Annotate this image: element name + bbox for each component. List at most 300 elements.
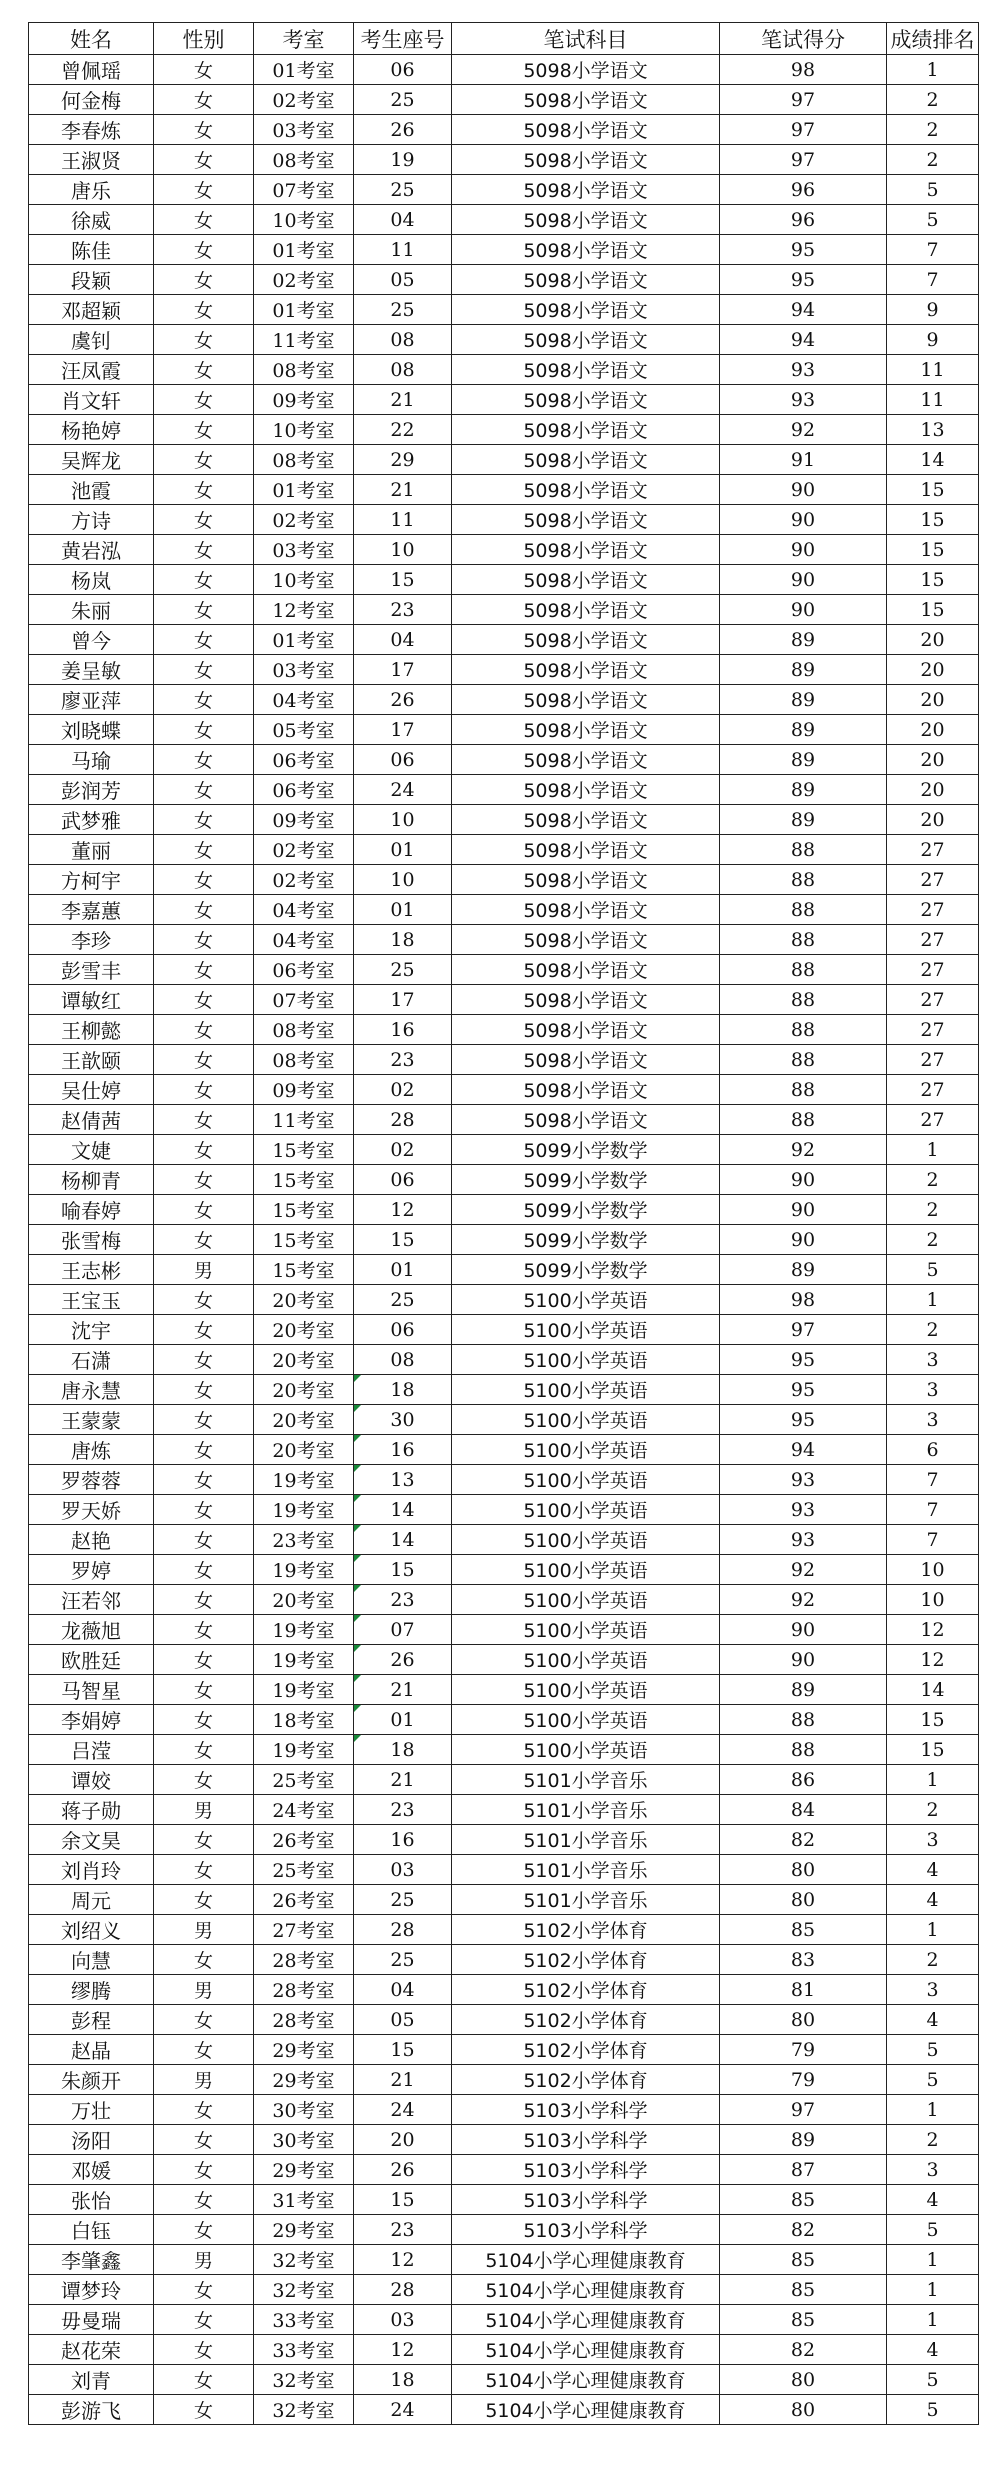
score-cell: 80 bbox=[720, 2365, 887, 2395]
table-row bbox=[29, 2125, 979, 2155]
rank-cell: 1 bbox=[887, 1915, 979, 1945]
seat-cell: 13 bbox=[354, 1465, 452, 1495]
table-row bbox=[29, 625, 979, 655]
rank-cell: 4 bbox=[887, 2005, 979, 2035]
subject-cell: 5101小学音乐 bbox=[452, 1765, 720, 1795]
name-cell: 刘绍义 bbox=[29, 1915, 154, 1945]
seat-cell: 18 bbox=[354, 1735, 452, 1765]
sex-cell: 女 bbox=[154, 1465, 254, 1495]
room-cell: 02考室 bbox=[254, 865, 354, 895]
rank-cell: 20 bbox=[887, 715, 979, 745]
name-cell: 唐炼 bbox=[29, 1435, 154, 1465]
score-cell: 93 bbox=[720, 1465, 887, 1495]
sex-cell: 女 bbox=[154, 1075, 254, 1105]
name-cell: 吴仕婷 bbox=[29, 1075, 154, 1105]
seat-cell: 14 bbox=[354, 1525, 452, 1555]
seat-cell: 29 bbox=[354, 445, 452, 475]
subject-cell: 5098小学语文 bbox=[452, 175, 720, 205]
seat-cell: 23 bbox=[354, 595, 452, 625]
sex-cell: 女 bbox=[154, 265, 254, 295]
seat-cell: 24 bbox=[354, 775, 452, 805]
sex-cell: 女 bbox=[154, 325, 254, 355]
subject-cell: 5100小学英语 bbox=[452, 1675, 720, 1705]
room-cell: 20考室 bbox=[254, 1585, 354, 1615]
sex-cell: 女 bbox=[154, 115, 254, 145]
sex-cell: 女 bbox=[154, 2305, 254, 2335]
score-cell: 83 bbox=[720, 1945, 887, 1975]
table-row bbox=[29, 1255, 979, 1285]
subject-cell: 5098小学语文 bbox=[452, 955, 720, 985]
rank-cell: 20 bbox=[887, 685, 979, 715]
rank-cell: 15 bbox=[887, 1735, 979, 1765]
score-cell: 79 bbox=[720, 2035, 887, 2065]
score-cell: 88 bbox=[720, 1045, 887, 1075]
sex-cell: 女 bbox=[154, 55, 254, 85]
score-cell: 88 bbox=[720, 865, 887, 895]
name-cell: 万壮 bbox=[29, 2095, 154, 2125]
room-cell: 12考室 bbox=[254, 595, 354, 625]
table-row bbox=[29, 1405, 979, 1435]
seat-cell: 01 bbox=[354, 1255, 452, 1285]
subject-cell: 5104小学心理健康教育 bbox=[452, 2395, 720, 2425]
sex-cell: 女 bbox=[154, 2215, 254, 2245]
table-row bbox=[29, 1075, 979, 1105]
table-row bbox=[29, 235, 979, 265]
room-cell: 19考室 bbox=[254, 1675, 354, 1705]
table-row bbox=[29, 475, 979, 505]
name-cell: 马智星 bbox=[29, 1675, 154, 1705]
sex-cell: 男 bbox=[154, 1795, 254, 1825]
table-row bbox=[29, 2215, 979, 2245]
room-cell: 08考室 bbox=[254, 445, 354, 475]
score-cell: 79 bbox=[720, 2065, 887, 2095]
rank-cell: 1 bbox=[887, 2305, 979, 2335]
name-cell: 何金梅 bbox=[29, 85, 154, 115]
sex-cell: 女 bbox=[154, 2395, 254, 2425]
subject-cell: 5098小学语文 bbox=[452, 295, 720, 325]
seat-cell: 17 bbox=[354, 715, 452, 745]
room-cell: 11考室 bbox=[254, 325, 354, 355]
table-row bbox=[29, 205, 979, 235]
table-row bbox=[29, 2335, 979, 2365]
results-table bbox=[28, 22, 979, 2425]
seat-cell: 05 bbox=[354, 2005, 452, 2035]
table-row bbox=[29, 685, 979, 715]
subject-cell: 5102小学体育 bbox=[452, 1975, 720, 2005]
table-row bbox=[29, 865, 979, 895]
seat-cell: 23 bbox=[354, 1795, 452, 1825]
sex-cell: 女 bbox=[154, 1645, 254, 1675]
seat-cell: 22 bbox=[354, 415, 452, 445]
results-table-container bbox=[28, 22, 979, 2425]
subject-cell: 5098小学语文 bbox=[452, 535, 720, 565]
score-cell: 91 bbox=[720, 445, 887, 475]
seat-cell: 03 bbox=[354, 2305, 452, 2335]
score-cell: 90 bbox=[720, 595, 887, 625]
name-cell: 肖文轩 bbox=[29, 385, 154, 415]
name-cell: 方诗 bbox=[29, 505, 154, 535]
name-cell: 向慧 bbox=[29, 1945, 154, 1975]
sex-cell: 女 bbox=[154, 865, 254, 895]
seat-cell: 25 bbox=[354, 295, 452, 325]
sex-cell: 女 bbox=[154, 1495, 254, 1525]
seat-cell: 28 bbox=[354, 1915, 452, 1945]
seat-cell: 23 bbox=[354, 1585, 452, 1615]
room-cell: 07考室 bbox=[254, 985, 354, 1015]
score-cell: 85 bbox=[720, 2185, 887, 2215]
table-row bbox=[29, 1675, 979, 1705]
table-row bbox=[29, 985, 979, 1015]
score-cell: 95 bbox=[720, 235, 887, 265]
subject-cell: 5098小学语文 bbox=[452, 445, 720, 475]
seat-cell: 07 bbox=[354, 1615, 452, 1645]
sex-cell: 男 bbox=[154, 1975, 254, 2005]
room-cell: 01考室 bbox=[254, 475, 354, 505]
subject-cell: 5098小学语文 bbox=[452, 625, 720, 655]
score-cell: 82 bbox=[720, 2215, 887, 2245]
table-row bbox=[29, 1555, 979, 1585]
seat-cell: 04 bbox=[354, 1975, 452, 2005]
seat-cell: 01 bbox=[354, 1705, 452, 1735]
room-cell: 09考室 bbox=[254, 1075, 354, 1105]
subject-cell: 5102小学体育 bbox=[452, 2005, 720, 2035]
table-row bbox=[29, 2035, 979, 2065]
room-cell: 08考室 bbox=[254, 355, 354, 385]
sex-cell: 女 bbox=[154, 1045, 254, 1075]
sex-cell: 女 bbox=[154, 1615, 254, 1645]
room-cell: 26考室 bbox=[254, 1825, 354, 1855]
subject-cell: 5104小学心理健康教育 bbox=[452, 2305, 720, 2335]
sex-cell: 女 bbox=[154, 2365, 254, 2395]
room-cell: 19考室 bbox=[254, 1555, 354, 1585]
sex-cell: 女 bbox=[154, 1675, 254, 1705]
rank-cell: 11 bbox=[887, 355, 979, 385]
table-row bbox=[29, 565, 979, 595]
score-cell: 94 bbox=[720, 1435, 887, 1465]
seat-cell: 15 bbox=[354, 1555, 452, 1585]
subject-cell: 5098小学语文 bbox=[452, 685, 720, 715]
name-cell: 赵花荣 bbox=[29, 2335, 154, 2365]
seat-cell: 01 bbox=[354, 835, 452, 865]
sex-cell: 女 bbox=[154, 1375, 254, 1405]
name-cell: 彭程 bbox=[29, 2005, 154, 2035]
seat-cell: 03 bbox=[354, 1855, 452, 1885]
name-cell: 龙薇旭 bbox=[29, 1615, 154, 1645]
rank-cell: 7 bbox=[887, 1525, 979, 1555]
seat-cell: 21 bbox=[354, 385, 452, 415]
seat-cell: 11 bbox=[354, 235, 452, 265]
rank-cell: 9 bbox=[887, 325, 979, 355]
subject-cell: 5100小学英语 bbox=[452, 1495, 720, 1525]
room-cell: 18考室 bbox=[254, 1705, 354, 1735]
rank-cell: 12 bbox=[887, 1615, 979, 1645]
table-row bbox=[29, 355, 979, 385]
subject-cell: 5099小学数学 bbox=[452, 1225, 720, 1255]
sex-cell: 女 bbox=[154, 1885, 254, 1915]
seat-cell: 02 bbox=[354, 1075, 452, 1105]
room-cell: 32考室 bbox=[254, 2365, 354, 2395]
table-row bbox=[29, 145, 979, 175]
table-row bbox=[29, 1195, 979, 1225]
subject-cell: 5098小学语文 bbox=[452, 355, 720, 385]
sex-cell: 女 bbox=[154, 475, 254, 505]
name-cell: 赵倩茜 bbox=[29, 1105, 154, 1135]
seat-cell: 10 bbox=[354, 865, 452, 895]
sex-cell: 女 bbox=[154, 2035, 254, 2065]
sex-cell: 女 bbox=[154, 175, 254, 205]
score-cell: 88 bbox=[720, 835, 887, 865]
room-cell: 06考室 bbox=[254, 745, 354, 775]
rank-cell: 4 bbox=[887, 1855, 979, 1885]
table-row bbox=[29, 2245, 979, 2275]
rank-cell: 20 bbox=[887, 775, 979, 805]
table-row bbox=[29, 1225, 979, 1255]
seat-cell: 14 bbox=[354, 1495, 452, 1525]
room-cell: 20考室 bbox=[254, 1285, 354, 1315]
room-cell: 29考室 bbox=[254, 2035, 354, 2065]
score-cell: 88 bbox=[720, 1015, 887, 1045]
rank-cell: 3 bbox=[887, 2155, 979, 2185]
table-row bbox=[29, 2305, 979, 2335]
seat-cell: 24 bbox=[354, 2395, 452, 2425]
score-cell: 82 bbox=[720, 1825, 887, 1855]
table-row bbox=[29, 955, 979, 985]
room-cell: 04考室 bbox=[254, 925, 354, 955]
room-cell: 29考室 bbox=[254, 2065, 354, 2095]
rank-cell: 2 bbox=[887, 1195, 979, 1225]
subject-cell: 5100小学英语 bbox=[452, 1615, 720, 1645]
sex-cell: 女 bbox=[154, 745, 254, 775]
table-row bbox=[29, 445, 979, 475]
name-cell: 石潇 bbox=[29, 1345, 154, 1375]
table-row bbox=[29, 175, 979, 205]
table-row bbox=[29, 1615, 979, 1645]
rank-cell: 3 bbox=[887, 1375, 979, 1405]
table-row bbox=[29, 385, 979, 415]
table-row bbox=[29, 835, 979, 865]
rank-cell: 1 bbox=[887, 1135, 979, 1165]
score-cell: 90 bbox=[720, 535, 887, 565]
name-cell: 白钰 bbox=[29, 2215, 154, 2245]
sex-cell: 女 bbox=[154, 505, 254, 535]
seat-cell: 21 bbox=[354, 1675, 452, 1705]
rank-cell: 15 bbox=[887, 595, 979, 625]
name-cell: 杨柳青 bbox=[29, 1165, 154, 1195]
table-row bbox=[29, 1705, 979, 1735]
rank-cell: 5 bbox=[887, 175, 979, 205]
score-cell: 80 bbox=[720, 2005, 887, 2035]
seat-cell: 26 bbox=[354, 1645, 452, 1675]
room-cell: 33考室 bbox=[254, 2335, 354, 2365]
subject-cell: 5103小学科学 bbox=[452, 2215, 720, 2245]
sex-cell: 女 bbox=[154, 595, 254, 625]
seat-cell: 21 bbox=[354, 2065, 452, 2095]
room-cell: 28考室 bbox=[254, 1975, 354, 2005]
sex-cell: 女 bbox=[154, 1765, 254, 1795]
score-cell: 97 bbox=[720, 85, 887, 115]
name-cell: 曾佩瑶 bbox=[29, 55, 154, 85]
subject-cell: 5100小学英语 bbox=[452, 1525, 720, 1555]
score-cell: 97 bbox=[720, 1315, 887, 1345]
score-cell: 92 bbox=[720, 1555, 887, 1585]
score-cell: 89 bbox=[720, 655, 887, 685]
seat-cell: 10 bbox=[354, 805, 452, 835]
score-cell: 88 bbox=[720, 1735, 887, 1765]
name-cell: 缪腾 bbox=[29, 1975, 154, 2005]
subject-cell: 5102小学体育 bbox=[452, 2035, 720, 2065]
subject-cell: 5098小学语文 bbox=[452, 475, 720, 505]
score-cell: 97 bbox=[720, 2095, 887, 2125]
seat-cell: 15 bbox=[354, 2035, 452, 2065]
subject-cell: 5098小学语文 bbox=[452, 745, 720, 775]
seat-cell: 21 bbox=[354, 475, 452, 505]
rank-cell: 9 bbox=[887, 295, 979, 325]
name-cell: 王志彬 bbox=[29, 1255, 154, 1285]
rank-cell: 5 bbox=[887, 2065, 979, 2095]
rank-cell: 15 bbox=[887, 535, 979, 565]
room-cell: 19考室 bbox=[254, 1495, 354, 1525]
room-cell: 08考室 bbox=[254, 145, 354, 175]
sex-cell: 女 bbox=[154, 385, 254, 415]
table-row bbox=[29, 1375, 979, 1405]
sex-cell: 男 bbox=[154, 1255, 254, 1285]
subject-cell: 5102小学体育 bbox=[452, 1915, 720, 1945]
rank-cell: 27 bbox=[887, 985, 979, 1015]
room-cell: 20考室 bbox=[254, 1345, 354, 1375]
seat-cell: 01 bbox=[354, 895, 452, 925]
subject-cell: 5098小学语文 bbox=[452, 865, 720, 895]
room-cell: 19考室 bbox=[254, 1615, 354, 1645]
seat-cell: 26 bbox=[354, 685, 452, 715]
rank-cell: 1 bbox=[887, 2275, 979, 2305]
room-cell: 01考室 bbox=[254, 235, 354, 265]
score-cell: 92 bbox=[720, 1135, 887, 1165]
seat-cell: 26 bbox=[354, 2155, 452, 2185]
room-cell: 01考室 bbox=[254, 625, 354, 655]
subject-cell: 5100小学英语 bbox=[452, 1555, 720, 1585]
rank-cell: 27 bbox=[887, 1075, 979, 1105]
sex-cell: 女 bbox=[154, 805, 254, 835]
table-row bbox=[29, 1975, 979, 2005]
seat-cell: 17 bbox=[354, 985, 452, 1015]
seat-cell: 26 bbox=[354, 115, 452, 145]
subject-cell: 5100小学英语 bbox=[452, 1435, 720, 1465]
sex-cell: 女 bbox=[154, 1135, 254, 1165]
subject-cell: 5098小学语文 bbox=[452, 145, 720, 175]
sex-cell: 女 bbox=[154, 235, 254, 265]
table-row bbox=[29, 1525, 979, 1555]
seat-cell: 28 bbox=[354, 2275, 452, 2305]
subject-cell: 5098小学语文 bbox=[452, 655, 720, 685]
sex-cell: 男 bbox=[154, 2065, 254, 2095]
header-rank: 成绩排名 bbox=[887, 23, 979, 55]
table-row bbox=[29, 595, 979, 625]
room-cell: 27考室 bbox=[254, 1915, 354, 1945]
name-cell: 董丽 bbox=[29, 835, 154, 865]
header-name: 姓名 bbox=[29, 23, 154, 55]
room-cell: 01考室 bbox=[254, 55, 354, 85]
score-cell: 90 bbox=[720, 1615, 887, 1645]
score-cell: 89 bbox=[720, 1675, 887, 1705]
subject-cell: 5103小学科学 bbox=[452, 2095, 720, 2125]
table-row bbox=[29, 535, 979, 565]
header-room: 考室 bbox=[254, 23, 354, 55]
name-cell: 赵艳 bbox=[29, 1525, 154, 1555]
subject-cell: 5098小学语文 bbox=[452, 115, 720, 145]
seat-cell: 20 bbox=[354, 2125, 452, 2155]
subject-cell: 5100小学英语 bbox=[452, 1705, 720, 1735]
rank-cell: 2 bbox=[887, 1315, 979, 1345]
score-cell: 88 bbox=[720, 895, 887, 925]
rank-cell: 2 bbox=[887, 1225, 979, 1255]
sex-cell: 女 bbox=[154, 2125, 254, 2155]
seat-cell: 12 bbox=[354, 2335, 452, 2365]
room-cell: 20考室 bbox=[254, 1375, 354, 1405]
rank-cell: 1 bbox=[887, 1765, 979, 1795]
rank-cell: 10 bbox=[887, 1585, 979, 1615]
subject-cell: 5098小学语文 bbox=[452, 595, 720, 625]
sex-cell: 女 bbox=[154, 145, 254, 175]
score-cell: 96 bbox=[720, 175, 887, 205]
rank-cell: 5 bbox=[887, 2035, 979, 2065]
name-cell: 吴辉龙 bbox=[29, 445, 154, 475]
seat-cell: 25 bbox=[354, 1285, 452, 1315]
sex-cell: 女 bbox=[154, 2185, 254, 2215]
name-cell: 文婕 bbox=[29, 1135, 154, 1165]
room-cell: 29考室 bbox=[254, 2215, 354, 2245]
score-cell: 84 bbox=[720, 1795, 887, 1825]
subject-cell: 5098小学语文 bbox=[452, 235, 720, 265]
subject-cell: 5100小学英语 bbox=[452, 1405, 720, 1435]
table-row bbox=[29, 415, 979, 445]
header-sex: 性别 bbox=[154, 23, 254, 55]
name-cell: 武梦雅 bbox=[29, 805, 154, 835]
score-cell: 90 bbox=[720, 475, 887, 505]
table-row bbox=[29, 2185, 979, 2215]
score-cell: 89 bbox=[720, 775, 887, 805]
name-cell: 杨岚 bbox=[29, 565, 154, 595]
seat-cell: 18 bbox=[354, 2365, 452, 2395]
seat-cell: 10 bbox=[354, 535, 452, 565]
seat-cell: 16 bbox=[354, 1015, 452, 1045]
sex-cell: 女 bbox=[154, 1705, 254, 1735]
rank-cell: 6 bbox=[887, 1435, 979, 1465]
seat-cell: 06 bbox=[354, 745, 452, 775]
table-row bbox=[29, 655, 979, 685]
name-cell: 马瑜 bbox=[29, 745, 154, 775]
room-cell: 10考室 bbox=[254, 415, 354, 445]
rank-cell: 20 bbox=[887, 625, 979, 655]
seat-cell: 06 bbox=[354, 1165, 452, 1195]
name-cell: 刘晓蝶 bbox=[29, 715, 154, 745]
name-cell: 汤阳 bbox=[29, 2125, 154, 2155]
table-body bbox=[29, 55, 979, 2425]
name-cell: 王淑贤 bbox=[29, 145, 154, 175]
room-cell: 11考室 bbox=[254, 1105, 354, 1135]
seat-cell: 24 bbox=[354, 2095, 452, 2125]
seat-cell: 25 bbox=[354, 955, 452, 985]
score-cell: 85 bbox=[720, 1915, 887, 1945]
name-cell: 虞钊 bbox=[29, 325, 154, 355]
name-cell: 段颖 bbox=[29, 265, 154, 295]
room-cell: 02考室 bbox=[254, 835, 354, 865]
table-row bbox=[29, 1345, 979, 1375]
room-cell: 19考室 bbox=[254, 1465, 354, 1495]
table-row bbox=[29, 1735, 979, 1765]
name-cell: 徐威 bbox=[29, 205, 154, 235]
name-cell: 李嘉蕙 bbox=[29, 895, 154, 925]
score-cell: 95 bbox=[720, 1345, 887, 1375]
